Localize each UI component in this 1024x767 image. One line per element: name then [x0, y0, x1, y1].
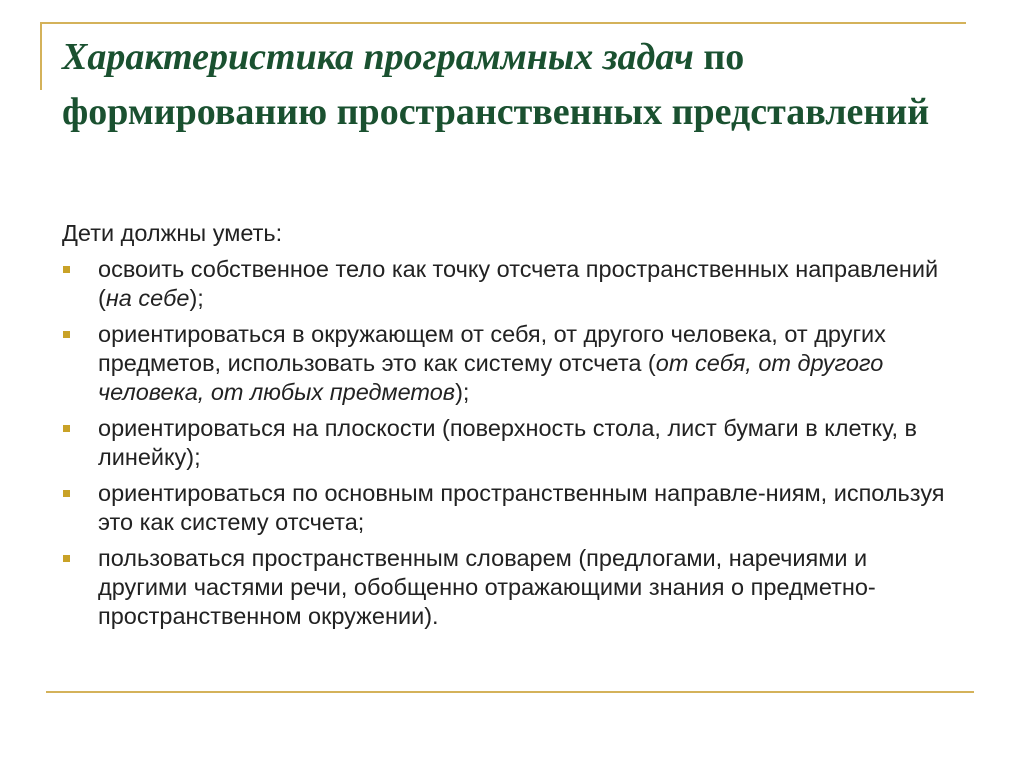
item-tail-text: ); [189, 285, 204, 311]
item-text: ориентироваться по основным пространственным направле-ниям, используя это как систему отсчета; [98, 480, 945, 535]
left-divider [40, 22, 42, 90]
list-item [62, 255, 962, 313]
slide-body [62, 219, 962, 638]
list-item [62, 544, 962, 631]
list-item [62, 479, 962, 537]
item-text: ориентироваться на плоскости (поверхность стола, лист бумаги в клетку, в линейку); [98, 415, 918, 470]
item-text: пользоваться пространственным словарем (предлогами, наречиями и другими частями речи, обобщенно отражающими знания о предметно-пространственном окружении). [98, 545, 876, 629]
list-item [62, 414, 962, 472]
item-text: ориентироваться в окружающем от себя, от другого человека, от других предметов, использовать это как систему отсчета ( [98, 321, 886, 376]
square-bullet-icon [63, 331, 70, 338]
item-text: освоить собственное тело как точку отсчета пространственных направлений ( [98, 256, 939, 311]
item-italic-text: от себя, от другого человека, от любых предметов [98, 350, 884, 405]
task-list [62, 255, 962, 631]
item-italic-text: на себе [105, 285, 190, 311]
intro-text: Дети должны уметь: [62, 220, 283, 246]
square-bullet-icon [63, 425, 70, 432]
square-bullet-icon [63, 266, 70, 273]
square-bullet-icon [63, 555, 70, 562]
square-bullet-icon [63, 490, 70, 497]
list-item [62, 320, 962, 407]
top-divider [40, 22, 966, 24]
slide-title-rest: по формированию пространственных представлений [62, 36, 930, 133]
slide-title-italic: Характеристика программных задач [62, 36, 694, 78]
item-tail-text: ); [455, 379, 470, 405]
slide-title [62, 30, 962, 140]
bottom-divider [46, 691, 974, 693]
